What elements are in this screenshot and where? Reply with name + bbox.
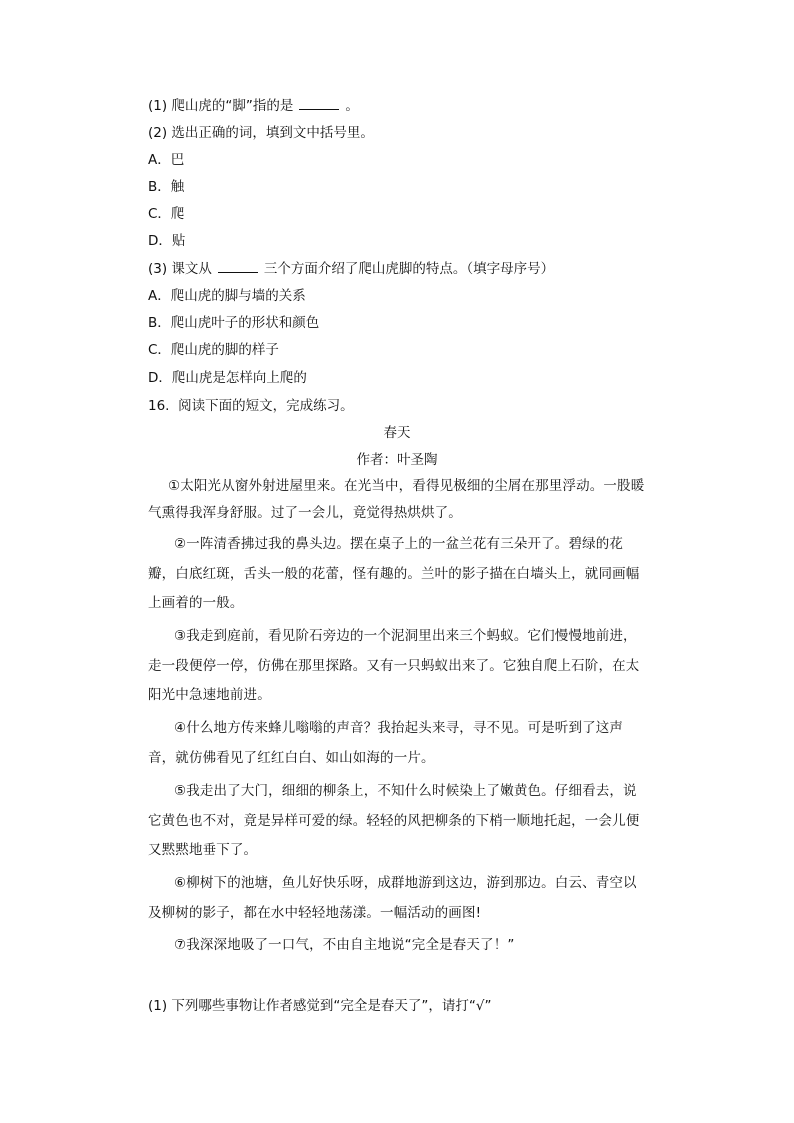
answer-blank[interactable] — [218, 260, 258, 273]
passage-title: 春天 — [383, 425, 411, 441]
answer-blank[interactable] — [299, 97, 339, 110]
option-a: A．巴 — [148, 152, 185, 168]
question-1-suffix: 。 — [345, 98, 359, 114]
question-16-part-1: (1) 下列哪些事物让作者感觉到“完全是春天了”，请打“√” — [148, 998, 492, 1014]
question-1 — [148, 97, 359, 115]
option-c: C．爬山虎的脚的样子 — [148, 342, 279, 358]
passage-paragraph-1: ①太阳光从窗外射进屋里来。在光当中，看得见极细的尘屑在那里浮动。一股暖气熏得我浑身舒服。过了一会儿，竟觉得热烘烘了。 — [148, 478, 645, 521]
option-a: A．爬山虎的脚与墙的关系 — [148, 288, 306, 304]
question-3-text: (3) 课文从 — [148, 261, 212, 277]
question-number: 16. — [148, 398, 170, 414]
passage-paragraph-7: ⑦我深深地吸了一口气，不由自主地说“完全是春天了！” — [174, 937, 515, 953]
passage-paragraph-4: ④什么地方传来蜂儿嗡嗡的声音？我抬起头来寻，寻不见。可是听到了这声音，就仿佛看见了红红白白、如山如海的一片。 — [148, 720, 624, 766]
question-16-prompt: 阅读下面的短文，完成练习。 — [178, 398, 354, 414]
passage-author: 作者：叶圣陶 — [356, 452, 438, 468]
question-2: (2) 选出正确的词，填到文中括号里。 — [148, 125, 374, 141]
question-3 — [148, 260, 554, 278]
option-d: D．贴 — [148, 233, 186, 249]
passage-paragraph-6: ⑥柳树下的池塘，鱼儿好快乐呀，成群地游到这边，游到那边。白云、青空以及柳树的影子，都在水中轻轻地荡漾。一幅活动的画图! — [148, 875, 637, 921]
question-16 — [148, 397, 354, 415]
option-d: D．爬山虎是怎样向上爬的 — [148, 370, 307, 386]
question-1-text: (1) 爬山虎的“脚”指的是 — [148, 98, 294, 114]
option-b: B．爬山虎叶子的形状和颜色 — [148, 315, 320, 331]
passage-paragraph-5: ⑤我走出了大门，细细的柳条上，不知什么时候染上了嫩黄色。仔细看去，说它黄色也不对，竟是异样可爱的绿。轻轻的风把柳条的下梢一顺地托起，一会儿便又黙黙地垂下了。 — [148, 783, 640, 858]
question-3-suffix: 三个方面介绍了爬山虎脚的特点。（填字母序号） — [263, 261, 555, 277]
option-b: B．触 — [148, 179, 185, 195]
passage-paragraph-2: ②一阵清香拂过我的鼻头边。摆在桌子上的一盆兰花有三朵开了。碧绿的花瓣，白底红斑，舌头一般的花蕾，怪有趣的。兰叶的影子描在白墙头上，就同画幅上画着的一般。 — [148, 536, 640, 611]
option-c: C．爬 — [148, 206, 185, 222]
passage-paragraph-3: ③我走到庭前，看见阶石旁边的一个泥洞里出来三个蚂蚁。它们慢慢地前进，走一段便停一停，仿佛在那里探路。又有一只蚂蚁出来了。它独自爬上石阶，在太阳光中急速地前进。 — [148, 628, 640, 703]
